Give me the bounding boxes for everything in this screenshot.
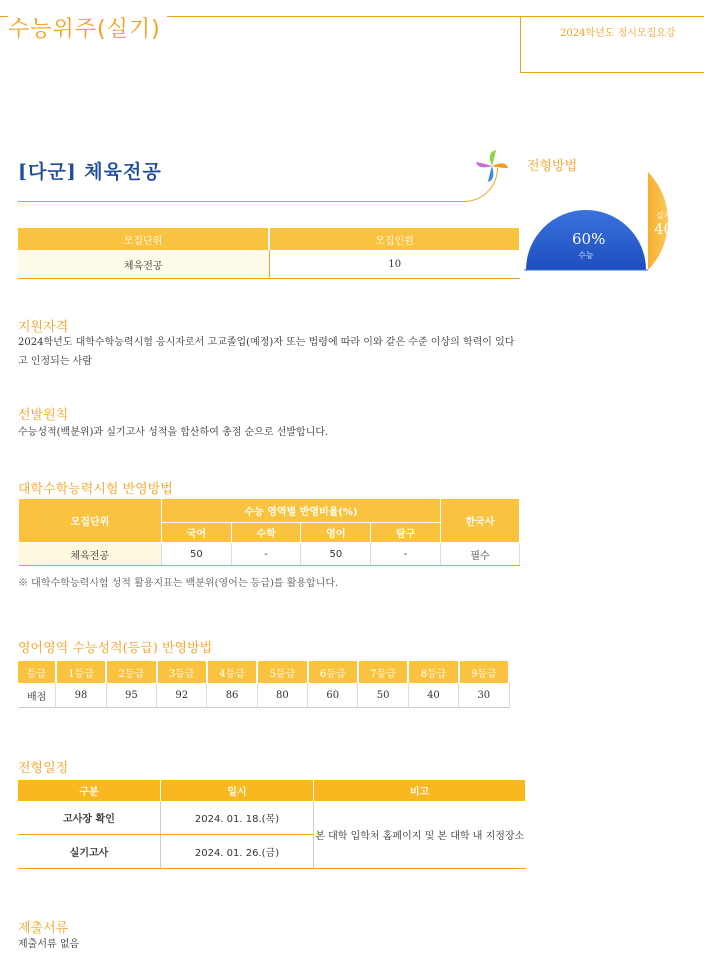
schedule-note: 본 대학 입학처 홈페이지 및 본 대학 내 지정장소	[314, 801, 526, 869]
english-grade-table	[18, 661, 510, 708]
grade-9: 9등급	[459, 661, 509, 683]
header-bottom-rule	[520, 72, 704, 73]
schedule-row-date: 2024. 01. 18.(목)	[161, 801, 314, 835]
csat-header-unit: 모집단위	[19, 499, 162, 543]
schedule-header-note: 비고	[314, 780, 526, 801]
csat-value-math: -	[231, 543, 301, 566]
section-title: [다군] 체육전공	[18, 161, 162, 183]
eligibility-text: 2024학년도 대학수학능력시험 응시자로서 고교졸업(예정)자 또는 법령에 따라 이와 같은 수준 이상의 학력이 있다고 인정되는 사람	[18, 337, 515, 367]
selection-text: 수능성적(백분위)과 실기고사 성적을 합산하여 총점 순으로 선발합니다.	[18, 427, 329, 438]
csat-subject-korean: 국어	[162, 523, 232, 543]
table-row	[18, 250, 520, 279]
section-title-underline	[18, 168, 498, 202]
schedule-row-label: 고사장 확인	[18, 801, 161, 835]
grade-3: 3등급	[157, 661, 207, 683]
recruit-unit: 체육전공	[18, 250, 269, 279]
grade-5: 5등급	[257, 661, 307, 683]
csat-header-history: 한국사	[441, 499, 520, 543]
english-grade-label: 등급	[18, 661, 56, 683]
grade-7: 7등급	[358, 661, 408, 683]
schedule-title: 전형일정	[18, 761, 69, 776]
score-6: 60	[308, 683, 358, 708]
table-row	[18, 801, 526, 835]
csat-subject-english: 영어	[301, 523, 371, 543]
english-title: 영어영역 수능성적(등급) 반영방법	[18, 641, 213, 656]
csat-value-korean: 50	[162, 543, 232, 566]
csat-note: ※ 대학수학능력시험 성적 활용지표는 백분위(영어는 등급)를 활용합니다.	[18, 578, 339, 589]
schedule-table	[18, 780, 526, 869]
grade-8: 8등급	[408, 661, 458, 683]
recruit-table	[18, 228, 521, 279]
page-header-title: 수능위주(실기)	[8, 12, 167, 43]
score-2: 95	[106, 683, 156, 708]
grade-6: 6등급	[308, 661, 358, 683]
recruit-header-unit: 모집단위	[18, 228, 269, 250]
table-row	[19, 543, 520, 566]
schedule-row-date: 2024. 01. 26.(금)	[161, 835, 314, 869]
recruit-header-count: 모집인원	[269, 228, 520, 250]
pie-suneung-pct: 60%	[572, 230, 606, 248]
documents-title: 제출서류	[18, 921, 69, 936]
score-8: 40	[408, 683, 458, 708]
header-divider	[520, 16, 521, 72]
pie-suneung-label: 수능	[578, 251, 594, 260]
csat-value-english: 50	[301, 543, 371, 566]
csat-header-ratio: 수능 영역별 반영비율(%)	[162, 499, 441, 523]
schedule-header-type: 구분	[18, 780, 161, 801]
csat-title: 대학수학능력시험 반영방법	[18, 482, 173, 497]
grade-1: 1등급	[56, 661, 106, 683]
score-7: 50	[358, 683, 408, 708]
score-4: 86	[207, 683, 257, 708]
header-year-label: 2024학년도 정시모집요강	[560, 28, 676, 39]
csat-row-unit: 체육전공	[19, 543, 162, 566]
schedule-row-label: 실기고사	[18, 835, 161, 869]
grade-2: 2등급	[106, 661, 156, 683]
eligibility-title: 지원자격	[18, 320, 69, 335]
selection-title: 선발원칙	[18, 408, 69, 423]
score-5: 80	[257, 683, 307, 708]
pinwheel-logo-icon	[472, 146, 522, 186]
csat-subject-math: 수학	[231, 523, 301, 543]
grade-4: 4등급	[207, 661, 257, 683]
schedule-header-date: 일시	[161, 780, 314, 801]
csat-table	[18, 498, 520, 566]
csat-value-history: 필수	[441, 543, 520, 566]
score-9: 30	[459, 683, 509, 708]
csat-subject-inquiry: 탐구	[371, 523, 441, 543]
method-title: 전형방법	[527, 159, 578, 174]
documents-text: 제출서류 없음	[18, 939, 80, 950]
score-3: 92	[157, 683, 207, 708]
score-1: 98	[56, 683, 106, 708]
pie-practical-label: 실기	[656, 211, 672, 220]
csat-value-inquiry: -	[371, 543, 441, 566]
table-row	[18, 683, 509, 708]
recruit-count: 10	[269, 250, 520, 279]
pie-practical-pct: 40%	[654, 220, 688, 238]
english-score-label: 배점	[18, 683, 56, 708]
